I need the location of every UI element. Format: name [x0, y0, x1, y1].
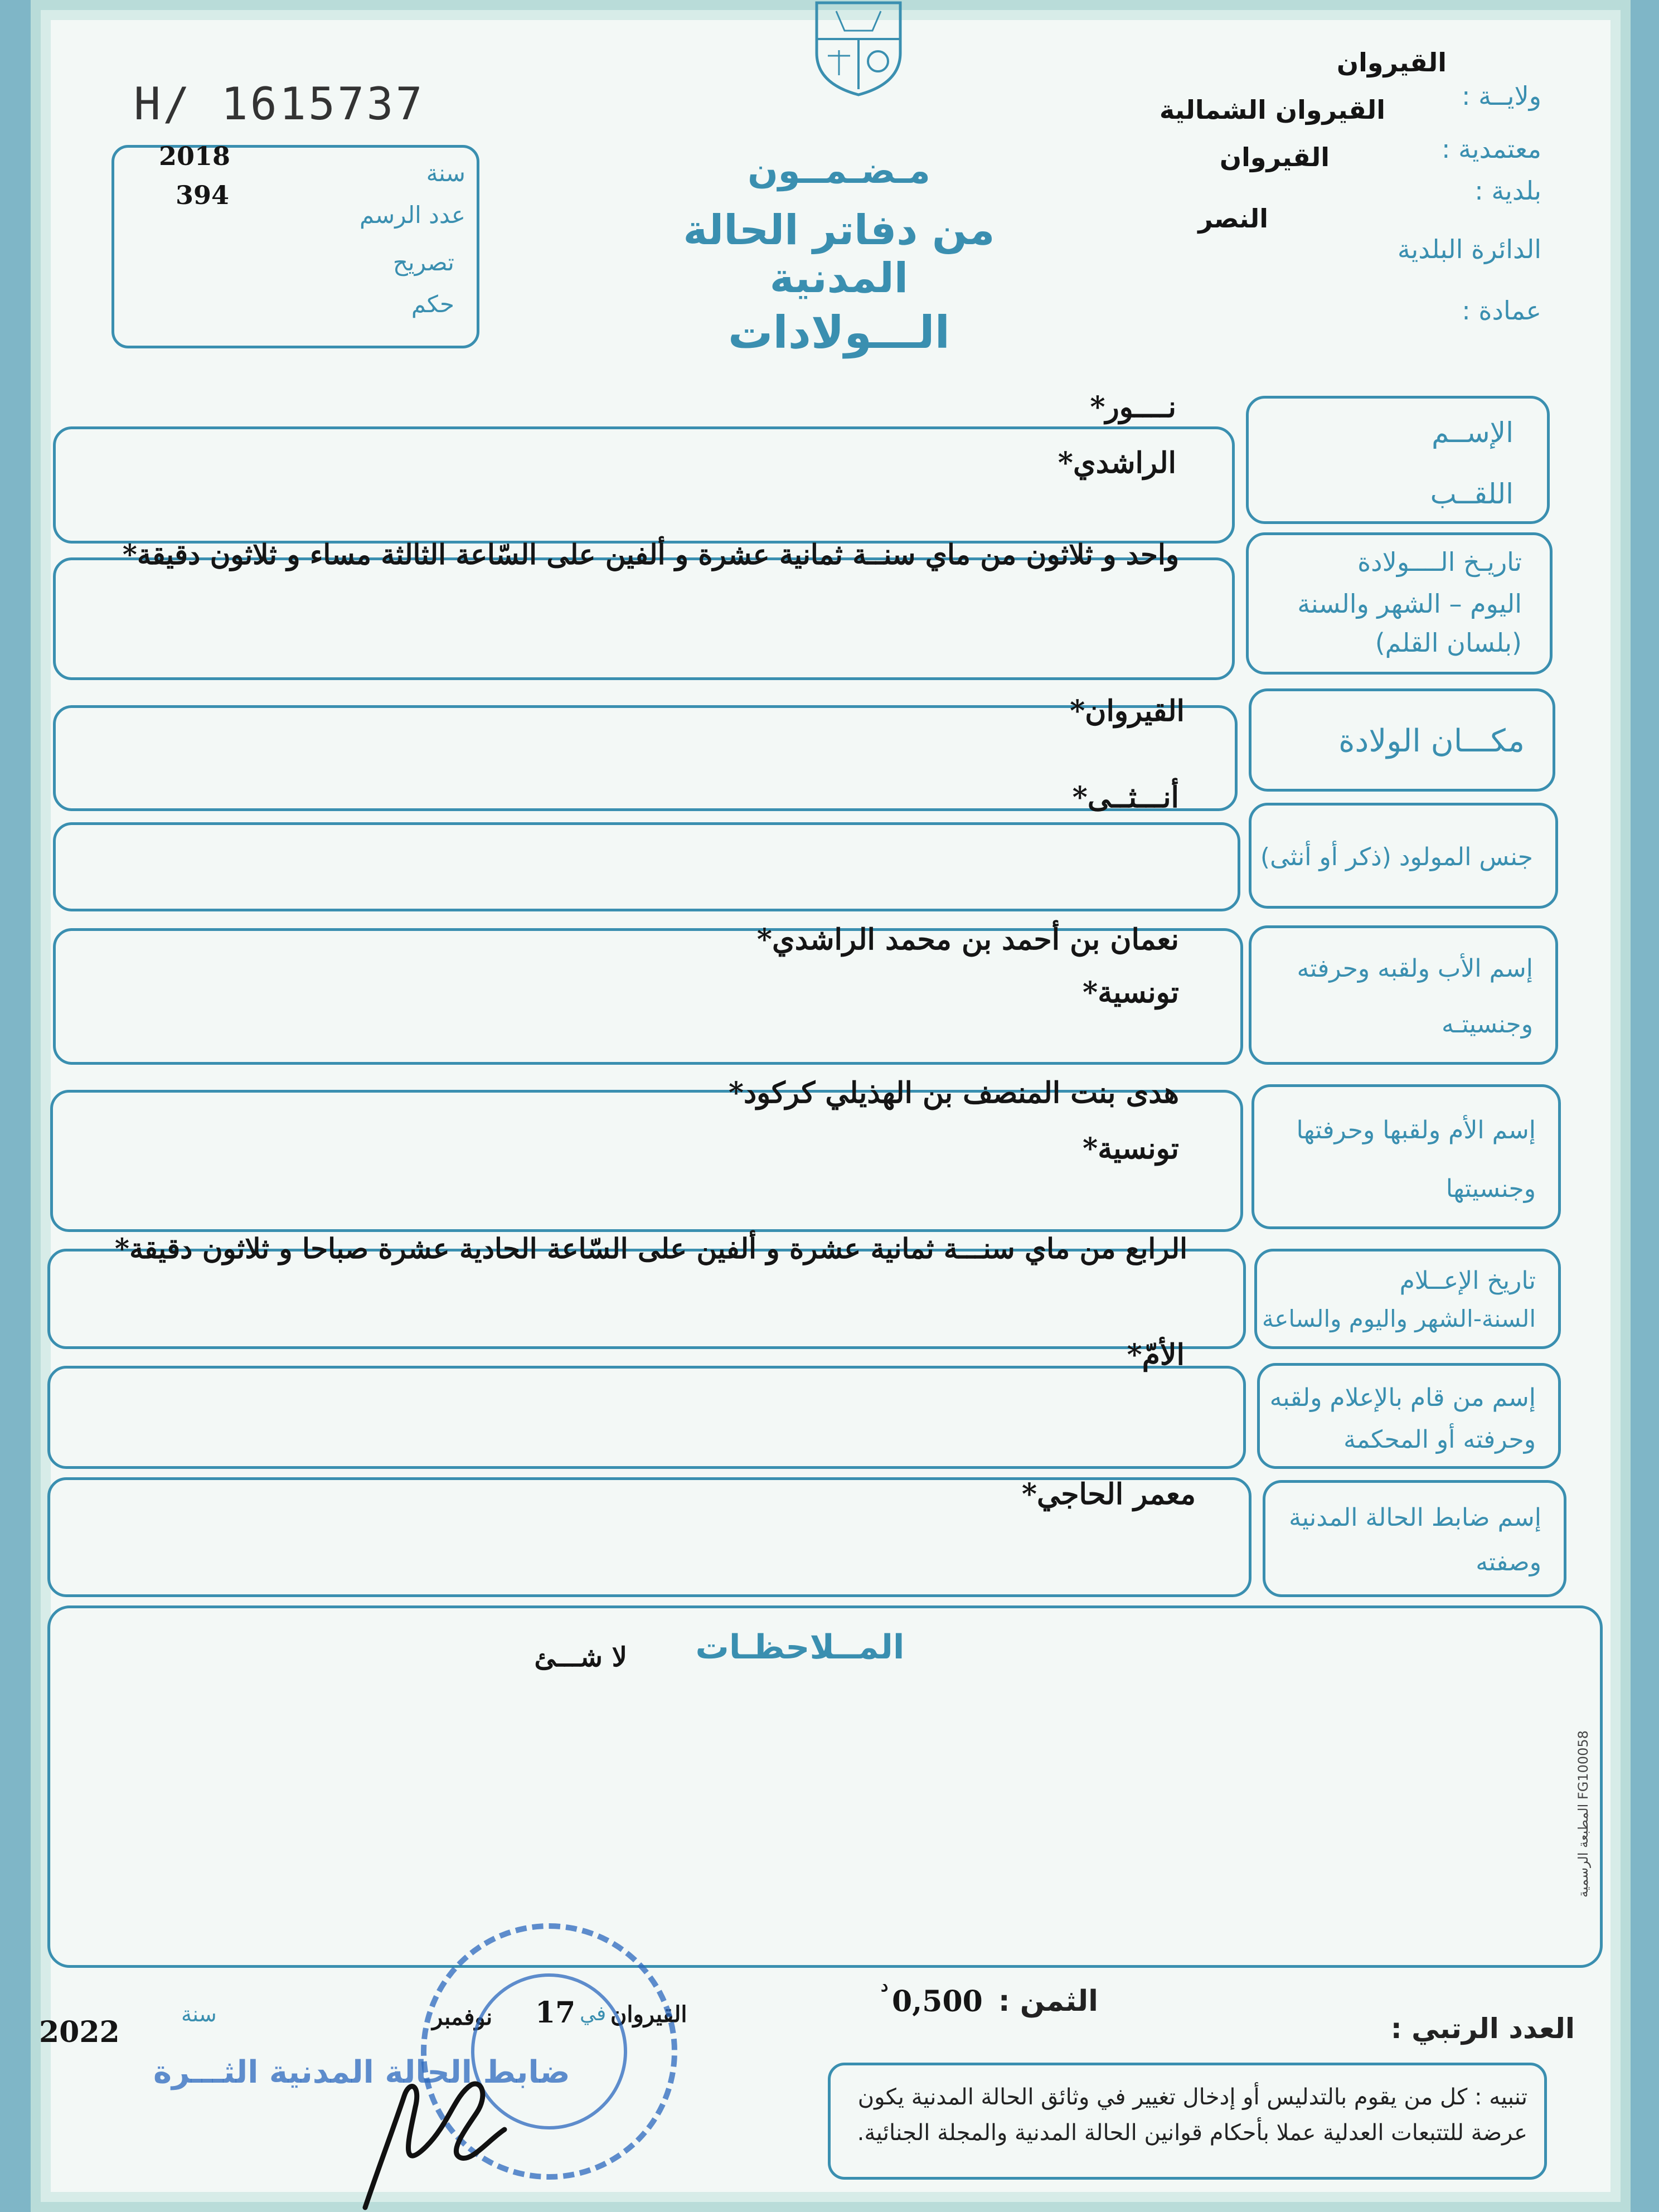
wilaya-value: القيروان: [1336, 47, 1447, 77]
officer-value: معمر الحاجي*: [1021, 1477, 1196, 1511]
motamadia-label: معتمدية :: [1441, 134, 1541, 164]
mother-value: هدى بنت المنصف بن الهذيلي كركود*: [728, 1076, 1179, 1110]
serial-number: H/ 1615737: [134, 78, 425, 130]
birth-date-sublabel: اليوم – الشهر والسنة: [1297, 589, 1522, 619]
daira-value: النصر: [1198, 203, 1268, 234]
sex-value: أنـــثــى*: [1072, 780, 1179, 814]
remarks-value: لا شـــئ: [534, 1642, 627, 1673]
mother-nationality-value: تونسية*: [1083, 1132, 1179, 1166]
officer-label: إسم ضابط الحالة المدنية: [1289, 1503, 1541, 1532]
registration-number-label: عدد الرسم: [360, 201, 465, 229]
birth-date-label: تاريـخ الــــولادة: [1357, 547, 1522, 577]
wilaya-label: ولايــة :: [1462, 81, 1541, 111]
declaration-label: تصريح: [392, 249, 454, 276]
mother-label-box: [1251, 1084, 1561, 1229]
baladia-label: بلدية :: [1474, 176, 1541, 206]
price-label: الثمن :: [998, 1985, 1098, 2018]
first-name-label: الإســم: [1432, 416, 1514, 449]
surname-label: اللقــب: [1430, 478, 1514, 510]
price-value: 0,500: [892, 1985, 983, 2019]
father-label-box: [1249, 925, 1558, 1065]
footer-year-label: سنة: [181, 2002, 217, 2026]
judgment-label: حكم: [411, 290, 454, 318]
birth-place-value-box: [53, 705, 1238, 811]
daira-label: الدائرة البلدية: [1397, 234, 1541, 264]
printer-mark-text: المطبعة الرسمية FG100058: [1575, 1730, 1591, 1898]
declarant-value-box: [47, 1366, 1246, 1469]
mother-nationality-label: وجنسيتها: [1445, 1175, 1536, 1203]
birth-place-label: مكـــان الولادة: [1338, 723, 1525, 759]
title-registers: من دفاتر الحالة المدنية: [683, 206, 995, 302]
first-name-value: نــــور*: [1090, 390, 1176, 424]
father-nationality-value: تونسية*: [1083, 976, 1179, 1010]
name-label-box: [1246, 396, 1550, 524]
father-value: نعمان بن أحمد بن محمد الراشدي*: [756, 923, 1179, 957]
printer-mark: [1569, 1700, 1603, 1940]
baladia-value: القيروان: [1219, 142, 1330, 172]
registration-box: [111, 141, 479, 348]
declarant-value: الأمّ*: [1127, 1338, 1185, 1372]
declarant-label: إسم من قام بالإعلام ولقبه: [1269, 1384, 1536, 1412]
footer-place: القيروان: [610, 2001, 687, 2027]
remarks-label: المــلاحظـات: [695, 1628, 905, 1667]
declarant-sublabel: وحرفته أو المحكمة: [1343, 1425, 1536, 1454]
surname-value: الراشدي*: [1058, 446, 1176, 480]
registration-year: 2018: [159, 141, 231, 171]
footer-year: 2022: [39, 2015, 120, 2049]
declaration-date-sublabel: السنة-الشهر واليوم والساعة: [1262, 1305, 1536, 1332]
declaration-date-label: تاريخ الإعــلام: [1399, 1267, 1536, 1295]
birth-date-value: واحد و ثلاثون من ماي سنــة ثمانية عشرة و ألفين على السّاعة الثالثة مساء و ثلاثون دقيقة*: [122, 538, 1179, 571]
warning-box: [828, 2063, 1547, 2180]
motamadia-value: القيروان الشمالية: [1159, 95, 1385, 125]
mother-label: إسم الأم ولقبها وحرفتها: [1296, 1116, 1536, 1144]
birth-date-value-box: [53, 557, 1235, 680]
title-births: الـــولادات: [727, 307, 950, 358]
footer-month: نوفمبر: [432, 2004, 493, 2030]
mother-value-box: [50, 1090, 1243, 1232]
sex-value-box: [53, 822, 1240, 911]
father-nationality-label: وجنسيتـه: [1441, 1010, 1533, 1039]
footer-in: في: [580, 2002, 607, 2025]
title-content: مـضـمــون: [748, 151, 930, 192]
year-label: سنة: [426, 159, 465, 187]
declarant-label-box: [1257, 1363, 1561, 1469]
birth-place-label-box: [1249, 688, 1555, 792]
footer-day: 17: [535, 1996, 576, 2030]
name-value-box: [53, 426, 1235, 544]
signature-icon: [343, 2063, 510, 2212]
declaration-date-label-box: [1254, 1249, 1561, 1349]
price-unit: د: [881, 1976, 889, 1996]
declaration-date-value: الرابع من ماي سنـــة ثمانية عشرة و ألفين على السّاعة الحادية عشرة صباحا و ثلاثون دقيقة*: [114, 1232, 1187, 1265]
sex-label-box: [1249, 803, 1558, 909]
sex-label: جنس المولود (ذكر أو أنثى): [1260, 843, 1533, 871]
officer-stamp-text: ضابط الحالة المدنية الثـــرة: [153, 2054, 570, 2090]
officer-label-box: [1263, 1480, 1566, 1597]
birth-date-label-box: [1246, 532, 1553, 675]
registration-number: 394: [176, 180, 230, 210]
tunisia-coat-of-arms-icon: [811, 0, 906, 98]
birth-place-value: القيروان*: [1070, 694, 1185, 728]
birth-date-note: (بلسان القلم): [1375, 628, 1522, 658]
omada-label: عمادة :: [1462, 295, 1541, 326]
father-label: إسم الأب ولقبه وحرفته: [1297, 954, 1533, 983]
birth-certificate-sheet: [31, 0, 1631, 2212]
warning-text: تنبيه : كل من يقوم بالتدليس أو إدخال تغيير في وثائق الحالة المدنية يكون عرضة للتتبعات العدلية عملا بأحكام قوانين الحالة المدنية والمجلة الجنائية.: [857, 2084, 1527, 2146]
officer-sublabel: وصفته: [1476, 1548, 1541, 1576]
serial-label: العدد الرتبي :: [1390, 2012, 1575, 2045]
